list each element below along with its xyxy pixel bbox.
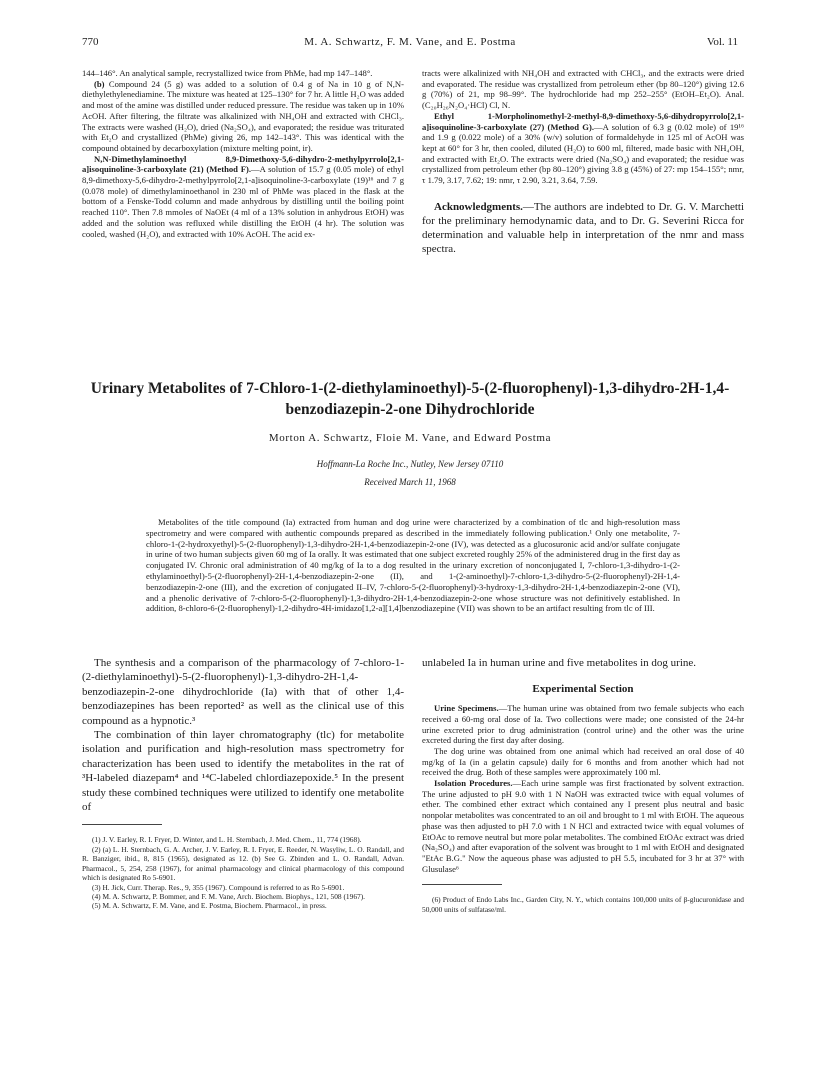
- procedure-label: (b): [94, 78, 105, 89]
- paragraph: [422, 111, 744, 186]
- footnotes: [82, 835, 404, 910]
- compound-heading: Ethyl 1-Morpholinomethyl-2-methyl-8,9-dimethoxy-5,6-dihydropyrrolo[2,1-a]isoquinoline-3-carboxylate (27) (Method G).: [422, 110, 744, 132]
- paragraph: [82, 79, 404, 154]
- page-header: [82, 36, 738, 52]
- bottom-left-column: [82, 656, 404, 911]
- footnote: (3) H. Jick, Curr. Therap. Res., 9, 355 (1967). Compound is referred to as Ro 5-6901.: [92, 882, 345, 892]
- received-date: Received March 11, 1968: [364, 477, 456, 487]
- paragraph-text: —A solution of 6.3 g (0.02 mole) of 19¹⁶ and 1.9 g (0.022 mole) of a 30% (w/v) solution of formaldehyde in 125 ml of AcOH was kept at 60° for 3 hr, then cooled, diluted (H₂O) to 600 ml, filtered, made basic with NH₄OH, and extracted with Et₂O. The extracts were dried (Na₂SO₄) and evaporated; the residue was crystallized from petroleum ether (bp 80–120°) giving 3.8 g (45%) of 27: mp 154–155°; nmr, τ 1.79, 3.17, 7.62; 19: nmr, τ 2.90, 3.21, 3.64, 7.59.: [422, 121, 744, 186]
- affiliation: Hoffmann-La Roche Inc., Nutley, New Jersey 07110: [316, 459, 504, 469]
- footnotes: [422, 895, 744, 914]
- footnote: (6) Product of Endo Labs Inc., Garden City, N. Y., which contains 100,000 units of β-glucuronidase and 50,000 units of sulfatase/ml.: [422, 895, 744, 914]
- article-authors: Morton A. Schwartz, Floie M. Vane, and Edward Postma: [268, 432, 552, 444]
- paragraph: [422, 703, 744, 746]
- paragraph: The dog urine was obtained from one animal which had received an oral dose of 40 mg/kg of Ia (in a gelatin capsule) daily for 6 months and from another which had not received the drug. Both of these samples were approximately 100 ml.: [422, 745, 744, 778]
- top-right-column: [422, 68, 744, 256]
- paragraph-text: —Each urine sample was first fractionated by solvent extraction. The urine adjusted to pH 9.0 with 1 N NaOH was extracted twice with equal volumes of ether. The combined ether extract which contained any I present plus neutral and basic nonpolar metabolites was concentrated to an oil and brought to 1 ml with EtOH. The aqueous phase was then adjusted to pH 7.0 with 1 N HCl and extracted twice with equal volumes of EtOAc to remove neutral but more polar metabolites. The combined EtOAc extract was dried (Na₂SO₄) and after evaporation of the solvent was brought to 1 ml with EtOH and designated "EtAc B.G." Now the aqueous phase was adjusted to pH 5.5, incubated for 3 hr at 37° with Glusulase⁶: [422, 778, 744, 874]
- paragraph: 144–146°. An analytical sample, recrystallized twice from PhMe, had mp 147–148°.: [82, 68, 373, 78]
- paragraph: [82, 154, 404, 240]
- footnote-rule: [82, 824, 162, 825]
- paragraph-text: —A solution of 15.7 g (0.05 mole) of ethyl 8,9-dimethoxy-5,6-dihydro-2-methylpyrrolo[2,1-a]isoquinoline-3-carboxylate (19)¹⁶ and 7 g (0.078 mole) of dimethylaminoethanol in 230 ml of PhMe was placed in the flask at the bottom of a Fenske-Todd column and made anhydrous by distilling until the boiling point reached 110°. Then 7.8 mmoles of NaOEt (4 ml of a 13% solution in anhydrous EtOH) was added and the solution was refluxed while distilling the EtOH (4 hr). The solution was cooled, washed (H₂O), and extracted with 10% AcOH. The acid ex-: [82, 164, 404, 239]
- bottom-right-column: [422, 656, 744, 914]
- paragraph: The synthesis and a comparison of the pharmacology of 7-chloro-1-(2-diethylaminoethyl)-5-(2-fluorophenyl)-1,3-dihydro-2H-1,4-benzodiazepin-2-one dihydrochloride (Ia) with that of other 1,4-benzodiazepines has been reported² as well as the clinical use of this compound as a hypnotic.³: [82, 657, 404, 727]
- footnote: (2) (a) L. H. Sternbach, G. A. Archer, J. V. Earley, R. I. Fryer, E. Reeder, N. Wasyliw, L. O. Randall, and R. Banziger, ibid., 8, 815 (1965), designated as 12. (b) See G. Zbinden and L. O. Randall, Advan. Pharmacol., 5, 254, 258 (1967), for animal pharmacology and clinical pharmacology of this compound which is designated Ro 5-6901.: [82, 844, 404, 883]
- footnote: (4) M. A. Schwartz, P. Bommer, and F. M. Vane, Arch. Biochem. Biophys., 121, 508 (1967).: [92, 891, 366, 901]
- acknowledgments-text: —The authors are indebted to Dr. G. V. Marchetti for the preliminary hemodynamic data, and to Dr. G. Severini Ricca for determination and valuable help in interpretation of the nmr and mass spectra.: [422, 200, 744, 255]
- abstract: Metabolites of the title compound (Ia) extracted from human and dog urine were characterized by a combination of tlc and high-resolution mass spectrometry and were compared with authentic compounds prepared as described in the immediately following publication.¹ Only one metabolite, 7-chloro-1-(2-hydroxyethyl)-5-(2-fluorophenyl)-1,3-dihydro-2H-1,4-benzodiazepin-2-one (IV), was detected as a glucosuronic acid and/or sulfate conjugate in urine of two human subjects given 60 mg of Ia orally. It was estimated that one subject excreted roughly 25% of the administered drug in the first day as conjugated IV. Chronic oral administration of 40 mg/kg of Ia to a dog resulted in the urinary excretion of nonconjugated I, 7-chloro-1,3-dihydro-1-(2-ethylaminoethyl)-5-(2-fluorophenyl)-2H-1,4-benzodiazepin-2-one (II), and 1-(2-aminoethyl)-7-chloro-1,3-dihydro-5-(2-fluorophenyl)-2H-1,4-benzodiazepin-2-one (III), and the excretion of conjugated II–IV, 7-chloro-5-(2-fluorophenyl)-3-hydroxy-1,3-dihydro-2H-1,4-benzodiazepin-2-one (VI), and a phenolic derivative of 7-chloro-5-(2-fluorophenyl)-1,3-dihydro-2H-1,4-benzodiazepin-2-one whose structure was not definitively established. In addition, 8-chloro-6-(2-fluorophenyl)-1,2-dihydro-4H-imidazo[1,2-a][1,4]benzodiazepine (VII) was shown to be an artifact resulting from tlc of III.: [146, 517, 680, 614]
- subsection-heading: Isolation Procedures.: [434, 778, 513, 789]
- paragraph: [422, 778, 744, 874]
- acknowledgments: [422, 200, 744, 256]
- paragraph: The combination of thin layer chromatography (tlc) for metabolite isolation and purification and high-resolution mass spectrometry for characterization has been used to identify the metabolites in the rat of ³H-labeled diazepam⁴ and ¹⁴C-labeled chlordiazepoxide.⁵ In the present study these combined techniques were utilized to identify one metabolite of: [82, 729, 404, 814]
- footnote-rule: [422, 884, 502, 885]
- paragraph: tracts were alkalinized with NH₄OH and extracted with CHCl₃, and the extracts were dried and evaporated. The residue was crystallized from petroleum ether (bp 80–120°) giving 12.6 g (70%) of 21, mp 98–99°. The hydrochloride had mp 252–255° (EtOH–Et₂O). Anal. (C₂₀H₂₆N₂O₄·HCl) Cl, N.: [422, 68, 744, 111]
- footnote: (1) J. V. Earley, R. I. Fryer, D. Winter, and L. H. Sternbach, J. Med. Chem., 11, 774 (1968).: [92, 835, 362, 845]
- paragraph-text: Compound 24 (5 g) was added to a solution of 0.4 g of Na in 10 g of N,N-diethylethylenediamine. The mixture was heated at 125–130° for 7 hr. A little H₂O was added and most of the amine was distilled under reduced pressure. The residue was taken up in 10% AcOH. After filtering, the filtrate was alkalinized with NH₄OH and extracted with CHCl₃. The extracts were washed (H₂O), dried (Na₂SO₄), and evaporated; the residue was triturated with Et₂O and crystallized (PhMe) giving 26, mp 142–143°. This was identical with the compound obtained by decarboxylation (mixture melting point, ir).: [82, 78, 404, 153]
- paragraph: unlabeled Ia in human urine and five metabolites in dog urine.: [422, 657, 697, 669]
- compound-heading: N,N-Dimethylaminoethyl 8,9-Dimethoxy-5,6-dihydro-2-methylpyrrolo[2,1-a]isoquinoline-3-carboxylate (21) (Method F).: [82, 153, 404, 175]
- acknowledgments-heading: Acknowledgments.: [434, 200, 523, 213]
- volume-label: Vol. 11: [706, 36, 738, 48]
- paragraph-text: —The human urine was obtained from two female subjects who each received a 60-mg oral dose of Ia. Two collections were made; one consisted of the 24-hr urine excreted prior to drug administration (control urine) and the other was the urine excreted during the first day after dosing.: [422, 703, 745, 746]
- page-number: 770: [82, 36, 99, 48]
- footnote: (5) M. A. Schwartz, F. M. Vane, and E. Postma, Biochem. Pharmacol., in press.: [92, 901, 327, 911]
- top-left-column: [82, 68, 404, 239]
- running-head-authors: M. A. Schwartz, F. M. Vane, and E. Postma: [304, 36, 516, 48]
- article-title: Urinary Metabolites of 7-Chloro-1-(2-diethylaminoethyl)-5-(2-fluorophenyl)-1,3-dihydro-2H-1,4-benzodiazepin-2-one Dihydrochloride: [90, 380, 730, 418]
- section-heading: Experimental Section: [532, 683, 634, 696]
- subsection-heading: Urine Specimens.: [434, 703, 499, 714]
